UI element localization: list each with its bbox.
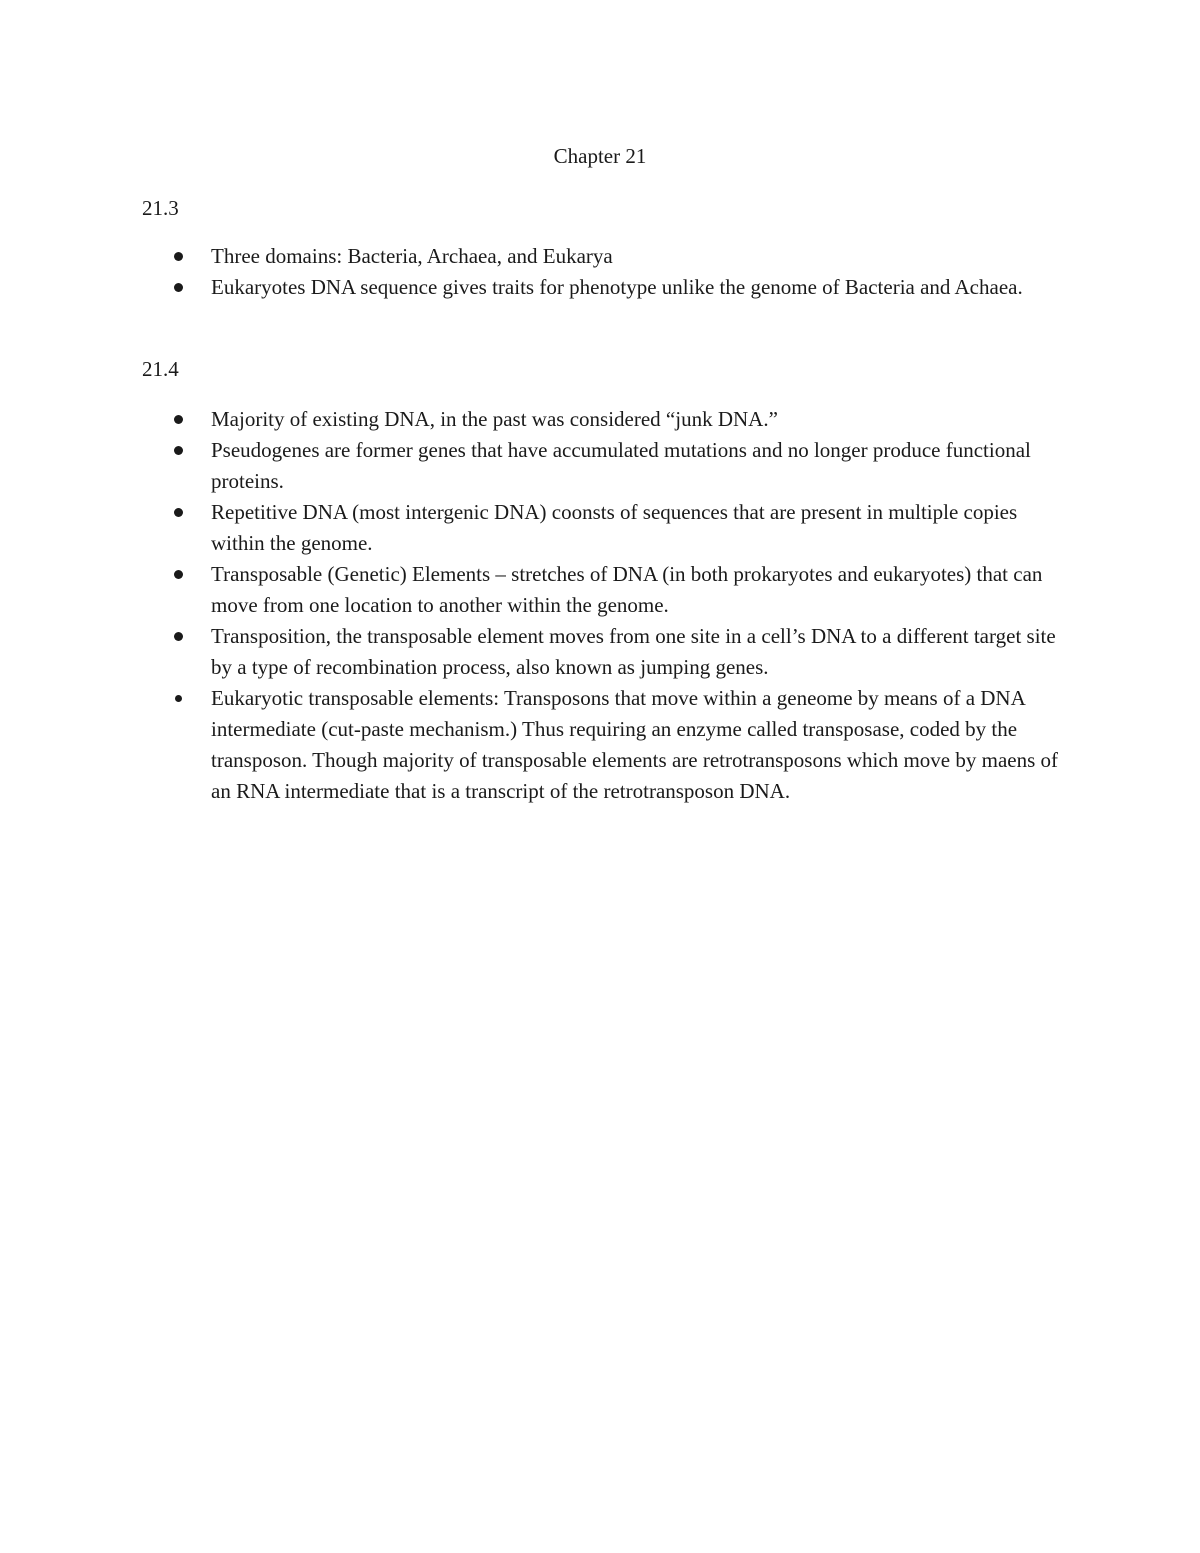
list-item: [170, 683, 1070, 807]
list-item-text: Repetitive DNA (most intergenic DNA) coonsts of sequences that are present in multiple copies within the genome.: [211, 500, 1018, 555]
bullet-icon: [175, 695, 182, 702]
list-item-text: Eukaryotic transposable elements: Transposons that move within a geneome by means of a DNA intermediate (cut-paste mechanism.) Thus requiring an enzyme called transposase, coded by the transposon. Though majority of transposable elements are retrotransposons which move by maens of an RNA intermediate that is a transcript of the retrotransposon DNA.: [211, 686, 1059, 803]
section-heading: 21.4: [142, 357, 179, 381]
list-item: [170, 435, 1070, 497]
bullet-icon: [174, 283, 183, 292]
bullet-icon: [174, 508, 183, 517]
list-item: [170, 404, 1070, 435]
bullet-icon: [174, 252, 183, 261]
list-item-text: Transposable (Genetic) Elements – stretches of DNA (in both prokaryotes and eukaryotes) that can move from one location to another within the genome.: [211, 562, 1043, 617]
list-item-text: Transposition, the transposable element moves from one site in a cell’s DNA to a different target site by a type of recombination process, also known as jumping genes.: [211, 624, 1056, 679]
bullet-list: [170, 404, 1070, 807]
list-item-text: Majority of existing DNA, in the past was considered “junk DNA.”: [211, 407, 778, 431]
bullet-icon: [174, 446, 183, 455]
bullet-icon: [174, 570, 183, 579]
bullet-icon: [174, 632, 183, 641]
list-item: [170, 272, 1070, 303]
list-item: [170, 241, 1070, 272]
list-item-text: Three domains: Bacteria, Archaea, and Eukarya: [211, 244, 613, 268]
list-item: [170, 559, 1070, 621]
bullet-icon: [174, 415, 183, 424]
bullet-list: [170, 241, 1070, 303]
list-item-text: Eukaryotes DNA sequence gives traits for phenotype unlike the genome of Bacteria and Achaea.: [211, 275, 1023, 299]
list-item: [170, 621, 1070, 683]
section-heading: 21.3: [142, 196, 179, 220]
list-item: [170, 497, 1070, 559]
list-item-text: Pseudogenes are former genes that have accumulated mutations and no longer produce functional proteins.: [211, 438, 1031, 493]
chapter-title: Chapter 21: [553, 144, 647, 168]
